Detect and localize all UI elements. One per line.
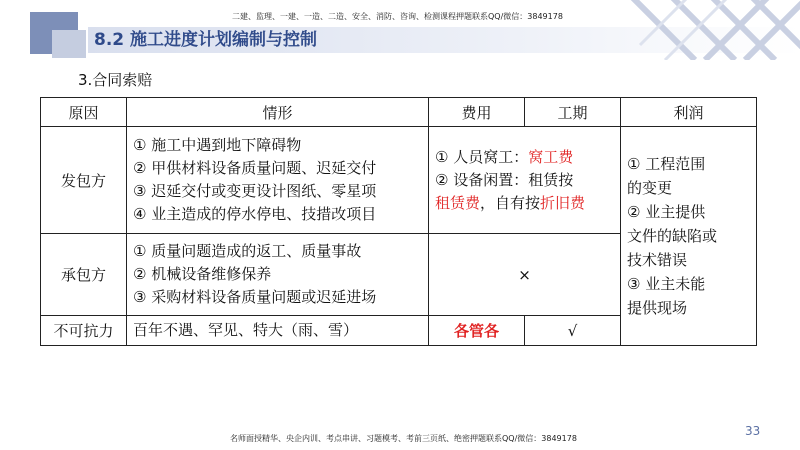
decor-square-light [52,30,86,58]
situation-item: ② 机械设备维修保养 [133,265,272,283]
footer-contact-note: 名师面授精华、央企内训、考点串讲、习题模考、考前三页纸、绝密押题联系QQ/微信：3849178 [230,434,577,443]
situation-item: ② 甲供材料设备质量问题、迟延交付 [133,159,377,177]
profit-line: ① 工程范围 [627,155,706,173]
table-header-row [41,98,757,127]
profit-line: 文件的缺陷或 [627,227,718,245]
reason-employer: 发包方 [41,127,127,234]
situation-item: ③ 采购材料设备质量问题或迟延进场 [133,288,377,306]
situation-item: ① 施工中遇到地下障碍物 [133,136,302,154]
profit-line: ③ 业主未能 [627,275,706,293]
profit-line: 技术错误 [627,251,688,269]
profit-line: ② 业主提供 [627,203,706,221]
header-reason: 原因 [41,98,127,127]
profit-line: 提供现场 [627,299,688,317]
cost-duration-employer [429,127,621,234]
situation-item: ④ 业主造成的停水停电、技措改项目 [133,205,377,223]
cost-force-majeure: 各管各 [429,316,525,346]
cost-highlight-idle-fee: 窝工费 [528,147,574,166]
cost-label-staff: ① 人员窝工： [435,147,529,166]
contractor-not-claimable-mark: × [429,234,621,316]
cost-line-2: ② 设备闲置：租赁按 [435,170,574,189]
page-number: 33 [745,424,761,438]
cost-highlight-rent-fee: 租赁费 [435,193,481,212]
cost-highlight-depreciation: 折旧费 [540,193,586,212]
section-label: 3.合同索赔 [78,71,153,89]
cost-line-3 [435,192,614,215]
corner-decoration [610,0,800,60]
situations-employer [127,127,429,234]
reason-contractor: 承包方 [41,234,127,316]
situation-force-majeure: 百年不遇、罕见、特大（雨、雪） [127,316,429,346]
cost-line-1 [435,146,614,169]
situations-contractor [127,234,429,316]
situation-item: ① 质量问题造成的返工、质量事故 [133,242,362,260]
header-duration: 工期 [525,98,621,127]
duration-force-majeure-mark: √ [525,316,621,346]
profit-line: 的变更 [627,179,673,197]
header-contact-note: 二建、监理、一建、一造、二造、安全、消防、咨询、检测课程押题联系QQ/微信：3849178 [232,12,563,21]
reason-force-majeure: 不可抗力 [41,316,127,346]
header-cost: 费用 [429,98,525,127]
header-profit: 利润 [621,98,757,127]
header-situation: 情形 [127,98,429,127]
table-row-employer [41,127,757,234]
profit-cell [621,127,757,346]
page-title: 8.2 施工进度计划编制与控制 [94,30,318,50]
claims-table [40,97,757,346]
situation-item: ③ 迟延交付或变更设计图纸、零星项 [133,182,377,200]
cost-text-own: ，自有按 [480,193,541,212]
